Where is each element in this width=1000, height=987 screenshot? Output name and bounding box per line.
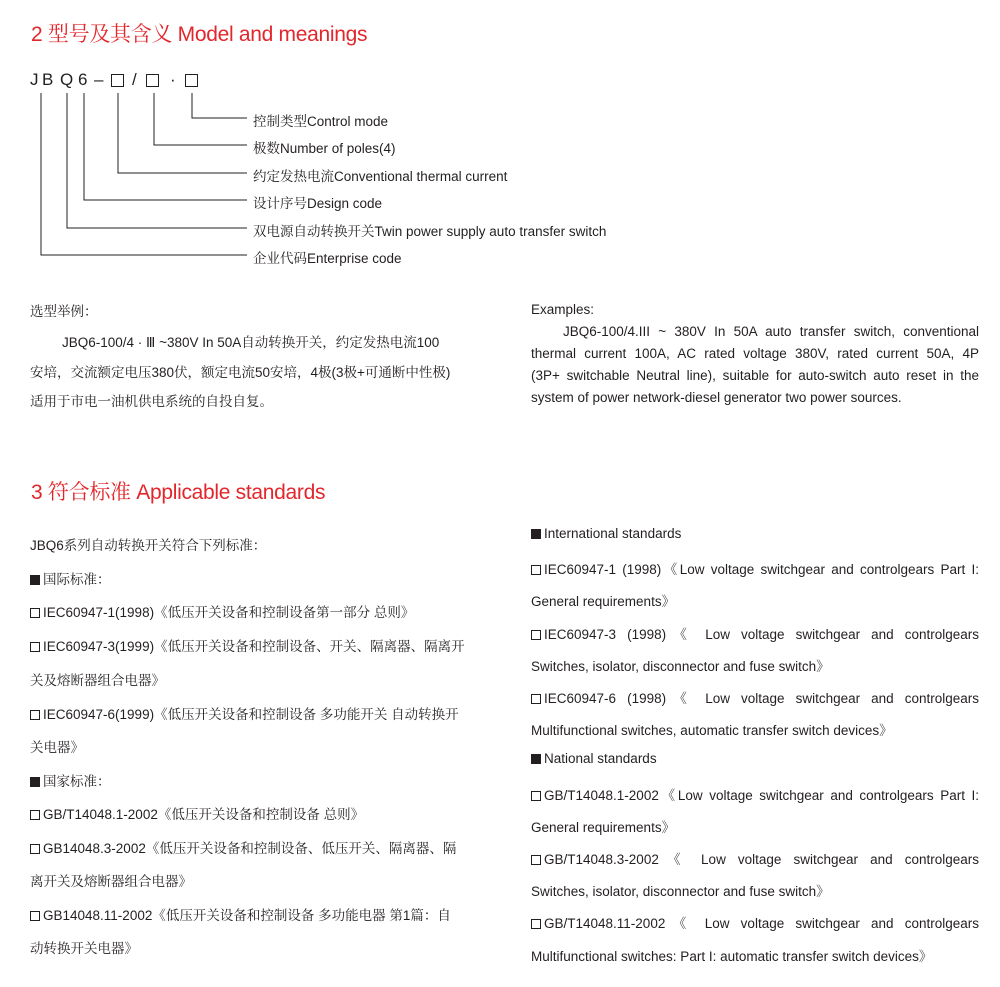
standards-en-national-title: National standards <box>531 751 657 766</box>
checkbox-square-icon <box>30 844 40 854</box>
example-cn-title: 选型举例： <box>30 304 98 319</box>
filled-square-icon <box>30 777 40 787</box>
standards-en-intl-item-3-cont: Multifunctional switches, automatic transfer switch devices》 <box>531 723 893 738</box>
standards-en-intl-title: International standards <box>531 526 681 541</box>
standards-cn-national-item-2-cont: 离开关及熔断器组合电器》 <box>30 874 192 889</box>
standards-cn-intl-title: 国际标准： <box>30 568 111 588</box>
connector-enterprise <box>41 93 247 255</box>
standards-cn-intl-item-1: IEC60947-1(1998)《低压开关设备和控制设备第一部分 总则》 <box>30 601 414 621</box>
standards-en-national-item-3: GB/T14048.11-2002《 Low voltage switchgear and controlgears <box>531 912 979 932</box>
checkbox-square-icon <box>531 855 541 865</box>
filled-square-icon <box>30 575 40 585</box>
standards-en-national-item-2: GB/T14048.3-2002《 Low voltage switchgear and controlgears <box>531 848 979 868</box>
legend-current: 约定发热电流Conventional thermal current <box>253 169 508 184</box>
standards-cn-national-item-2: GB14048.3-2002《低压开关设备和控制设备、低压开关、隔离器、隔 <box>30 837 456 857</box>
code-digit-6: 6 <box>78 70 88 89</box>
standards-cn-national-item-3: GB14048.11-2002《低压开关设备和控制设备 多功能电器 第1篇：自 <box>30 904 451 924</box>
example-en-title: Examples: <box>531 302 595 317</box>
standards-en-national-item-1-cont: General requirements》 <box>531 820 676 835</box>
example-en-line-2: thermal current 100A, AC rated voltage 380V, rated current 50A, 4P <box>531 346 979 361</box>
code-letter-j: J <box>30 70 39 89</box>
standards-en-intl-item-1-cont: General requirements》 <box>531 594 676 609</box>
standards-en-intl-item-1: IEC60947-1 (1998)《Low voltage switchgear and controlgears Part I: <box>531 558 979 578</box>
checkbox-square-icon <box>531 919 541 929</box>
example-cn-line-2: 安培，交流额定电压380伏，额定电流50安培，4极(3极+可通断中性极) <box>30 365 451 380</box>
checkbox-square-icon <box>30 608 40 618</box>
code-dot: · <box>170 70 176 89</box>
connector-poles <box>154 93 247 145</box>
standards-cn-national-item-3-cont: 动转换开关电器》 <box>30 941 138 956</box>
legend-design-code: 设计序号Design code <box>253 196 383 211</box>
checkbox-square-icon <box>531 694 541 704</box>
model-legend-connectors <box>0 0 1000 300</box>
section-2-heading: 2 型号及其含义 Model and meanings <box>31 23 368 46</box>
standards-cn-national-item-1: GB/T14048.1-2002《低压开关设备和控制设备 总则》 <box>30 803 364 823</box>
standards-en-intl-item-2: IEC60947-3 (1998)《 Low voltage switchgear and controlgears <box>531 623 979 643</box>
standards-en-national-item-1: GB/T14048.1-2002《Low voltage switchgear and controlgears Part I: <box>531 784 979 804</box>
example-cn-line-3: 适用于市电一油机供电系统的自投自复。 <box>30 394 273 409</box>
standards-cn-intro: JBQ6系列自动转换开关符合下列标准： <box>30 538 267 553</box>
standards-cn-intl-item-3-cont: 关电器》 <box>30 740 84 755</box>
code-letter-b: B <box>42 70 54 89</box>
legend-enterprise: 企业代码Enterprise code <box>253 251 402 266</box>
example-en-line-3: (3P+ switchable Neutral line), suitable for auto-switch auto reset in the <box>531 368 979 383</box>
checkbox-square-icon <box>30 810 40 820</box>
connector-design-code <box>84 93 247 200</box>
standards-en-intl-item-3: IEC60947-6 (1998)《 Low voltage switchgear and controlgears <box>531 687 979 707</box>
connector-product <box>67 93 247 228</box>
example-en-line-1: JBQ6-100/4.III ~ 380V In 50A auto transfer switch, conventional <box>563 324 979 339</box>
checkbox-square-icon <box>30 710 40 720</box>
checkbox-square-icon <box>531 565 541 575</box>
filled-square-icon <box>531 529 541 539</box>
standards-cn-national-title: 国家标准： <box>30 770 111 790</box>
checkbox-square-icon <box>531 791 541 801</box>
section-3-heading: 3 符合标准 Applicable standards <box>31 481 326 504</box>
filled-square-icon <box>531 754 541 764</box>
standards-en-intl-item-2-cont: Switches, isolator, disconnector and fuse switch》 <box>531 659 830 674</box>
standards-cn-intl-item-3: IEC60947-6(1999)《低压开关设备和控制设备 多功能开关 自动转换开 <box>30 703 459 723</box>
connector-control-mode <box>192 93 247 118</box>
checkbox-square-icon <box>531 630 541 640</box>
checkbox-square-icon <box>30 642 40 652</box>
example-cn-line-1: JBQ6-100/4 · Ⅲ ~380V In 50A自动转换开关，约定发热电流100 <box>62 335 440 350</box>
code-letter-q: Q <box>60 70 74 89</box>
legend-control-mode: 控制类型Control mode <box>253 114 389 129</box>
legend-poles: 极数Number of poles(4) <box>253 141 396 156</box>
standards-en-national-item-3-cont: Multifunctional switches: Part I: automatic transfer switch devices》 <box>531 949 933 964</box>
code-dash: – <box>94 70 104 89</box>
checkbox-square-icon <box>30 911 40 921</box>
example-en-line-4: system of power network-diesel generator two power sources. <box>531 390 902 405</box>
connector-current <box>118 93 247 173</box>
code-slash: / <box>132 70 137 89</box>
standards-en-national-item-2-cont: Switches, isolator, disconnector and fuse switch》 <box>531 884 830 899</box>
standards-cn-intl-item-2: IEC60947-3(1999)《低压开关设备和控制设备、开关、隔离器、隔离开 <box>30 635 465 655</box>
standards-cn-intl-item-2-cont: 关及熔断器组合电器》 <box>30 673 165 688</box>
legend-product: 双电源自动转换开关Twin power supply auto transfer switch <box>253 224 607 239</box>
